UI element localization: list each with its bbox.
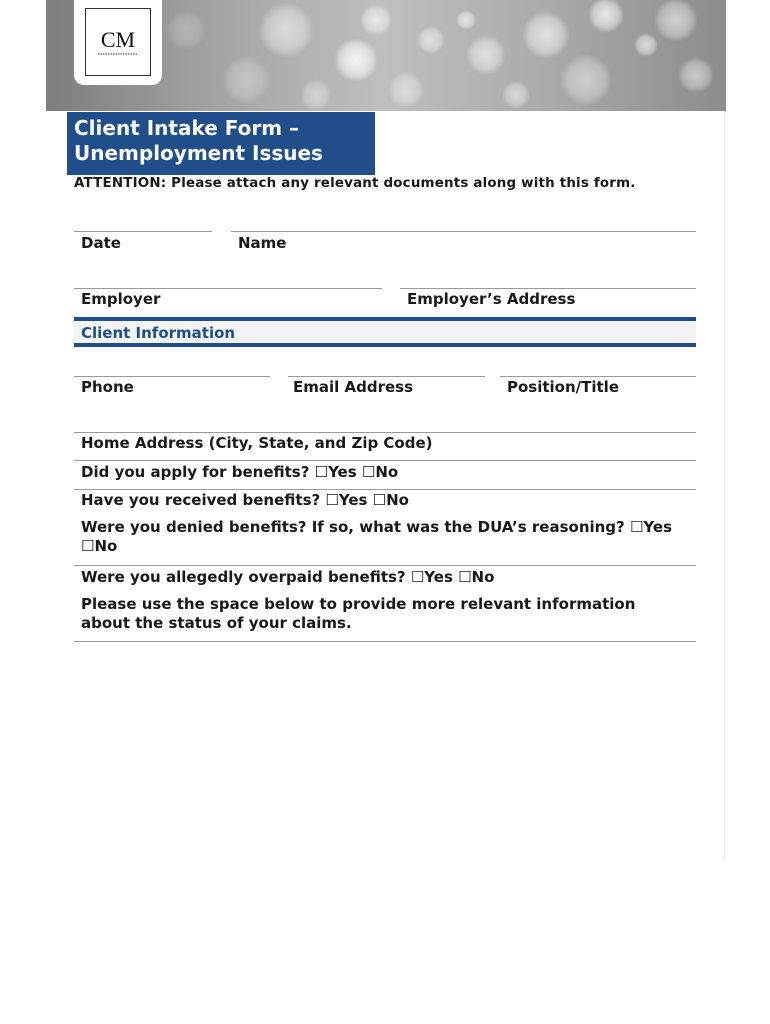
employer-address-field-line[interactable] — [400, 288, 696, 289]
date-label: Date — [81, 234, 121, 252]
overpaid-line — [74, 565, 696, 566]
home-address-line[interactable] — [74, 432, 696, 433]
more-info-line2: about the status of your claims. — [81, 614, 352, 632]
client-information-section — [74, 317, 696, 347]
attention-note: ATTENTION: Please attach any relevant documents along with this form. — [74, 176, 636, 191]
employer-address-label: Employer’s Address — [407, 290, 576, 308]
phone-label: Phone — [81, 378, 134, 396]
employer-label: Employer — [81, 290, 161, 308]
applied-question[interactable]: Did you apply for benefits? ☐Yes ☐No — [81, 463, 399, 481]
logo-text: CM — [100, 27, 136, 52]
name-field-line[interactable] — [231, 231, 696, 232]
overpaid-question[interactable]: Were you allegedly overpaid benefits? ☐Yes ☐No — [81, 568, 495, 586]
home-address-label: Home Address (City, State, and Zip Code) — [81, 434, 433, 452]
applied-line — [74, 460, 696, 461]
denied-question-line2[interactable]: ☐No — [81, 537, 118, 555]
employer-field-line[interactable] — [74, 288, 382, 289]
received-line — [74, 489, 696, 490]
more-info-line1: Please use the space below to provide more relevant information — [81, 595, 636, 613]
logo-icon — [86, 9, 150, 75]
position-label: Position/Title — [507, 378, 620, 396]
section-title: Client Information — [81, 324, 236, 342]
title-box — [67, 112, 375, 175]
page-title: Client Intake Form – Unemployment Issues — [74, 116, 323, 165]
more-info-line[interactable] — [74, 641, 696, 642]
position-field-line[interactable] — [500, 376, 696, 377]
logo-frame — [85, 8, 151, 76]
email-field-line[interactable] — [288, 376, 485, 377]
email-label: Email Address — [293, 378, 414, 396]
name-label: Name — [238, 234, 287, 252]
denied-question-line1[interactable]: Were you denied benefits? If so, what was the DUA’s reasoning? ☐Yes — [81, 518, 673, 536]
phone-field-line[interactable] — [74, 376, 270, 377]
page-edge — [724, 110, 725, 860]
date-field-line[interactable] — [74, 231, 212, 232]
logo-card — [74, 0, 162, 85]
received-question[interactable]: Have you received benefits? ☐Yes ☐No — [81, 491, 409, 509]
